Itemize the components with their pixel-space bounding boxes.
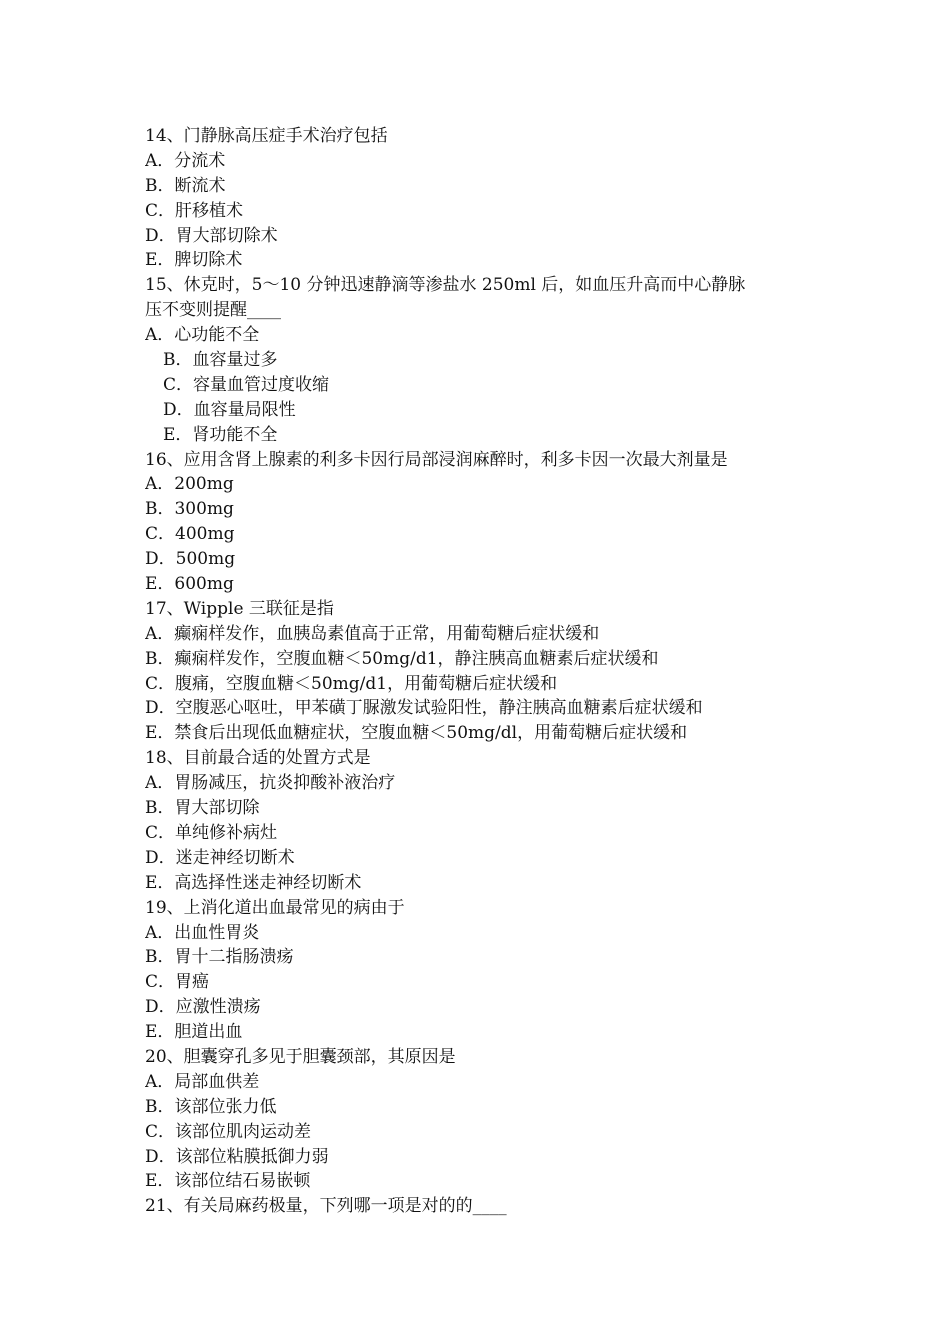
text-line: 压不变则提醒____ — [145, 300, 281, 321]
question-line: 19、上消化道出血最常见的病由于 — [145, 897, 405, 918]
question-line: 16、应用含肾上腺素的利多卡因行局部浸润麻醉时，利多卡因一次最大剂量是 — [145, 449, 728, 470]
question-line: 20、胆囊穿孔多见于胆囊颈部，其原因是 — [145, 1046, 456, 1067]
text-line: D．胃大部切除术 — [145, 225, 278, 246]
question-line: 21、有关局麻药极量，下列哪一项是对的的____ — [145, 1196, 507, 1217]
question-line: 15、休克时，5～10 分钟迅速静滴等渗盐水 250ml 后，如血压升高而中心静脉 — [145, 275, 746, 296]
text-line: B．断流术 — [145, 175, 226, 196]
text-line: E．该部位结石易嵌顿 — [145, 1171, 311, 1192]
text-line: A．200mg — [145, 474, 234, 495]
text-line: D．该部位粘膜抵御力弱 — [145, 1146, 329, 1167]
text-line: B．300mg — [145, 499, 234, 520]
document-body — [145, 124, 825, 1219]
text-line: A．癫痫样发作，血胰岛素值高于正常，用葡萄糖后症状缓和 — [145, 623, 600, 644]
question-line: 18、目前最合适的处置方式是 — [145, 748, 371, 769]
text-line: C．容量血管过度收缩 — [163, 374, 330, 395]
text-line: A．心功能不全 — [145, 325, 260, 346]
text-line: D．血容量局限性 — [163, 399, 296, 420]
text-line: D．迷走神经切断术 — [145, 847, 295, 868]
text-line: E．脾切除术 — [145, 250, 243, 271]
text-line: C．该部位肌肉运动差 — [145, 1121, 312, 1142]
text-line: C．单纯修补病灶 — [145, 822, 278, 843]
text-line: B．胃大部切除 — [145, 798, 260, 819]
question-line: 17、Wipple 三联征是指 — [145, 598, 334, 619]
text-line: A．胃肠减压，抗炎抑酸补液治疗 — [145, 773, 396, 794]
text-line: B．血容量过多 — [163, 350, 278, 371]
text-line: A．局部血供差 — [145, 1071, 260, 1092]
text-line: C．400mg — [145, 524, 235, 545]
text-line: C．胃癌 — [145, 972, 210, 993]
text-line: E．肾功能不全 — [163, 424, 278, 445]
text-line: E．高选择性迷走神经切断术 — [145, 872, 362, 893]
text-line: C．肝移植术 — [145, 200, 244, 221]
text-line: C．腹痛，空腹血糖＜50mg/d1，用葡萄糖后症状缓和 — [145, 673, 558, 694]
text-line: B．该部位张力低 — [145, 1096, 277, 1117]
text-line: D．应激性溃疡 — [145, 997, 261, 1018]
text-line: E．胆道出血 — [145, 1022, 243, 1043]
text-line: E．禁食后出现低血糖症状，空腹血糖＜50mg/dl，用葡萄糖后症状缓和 — [145, 723, 688, 744]
text-line: D．空腹恶心呕吐，甲苯磺丁脲激发试验阳性，静注胰高血糖素后症状缓和 — [145, 698, 703, 719]
text-line: A．分流术 — [145, 150, 226, 171]
text-line: B．胃十二指肠溃疡 — [145, 947, 294, 968]
text-line: E．600mg — [145, 574, 234, 595]
question-line: 14、门静脉高压症手术治疗包括 — [145, 126, 388, 146]
text-line: D．500mg — [145, 549, 236, 570]
text-line: A．出血性胃炎 — [145, 922, 260, 943]
text-line: B．癫痫样发作，空腹血糖＜50mg/d1，静注胰高血糖素后症状缓和 — [145, 648, 659, 669]
